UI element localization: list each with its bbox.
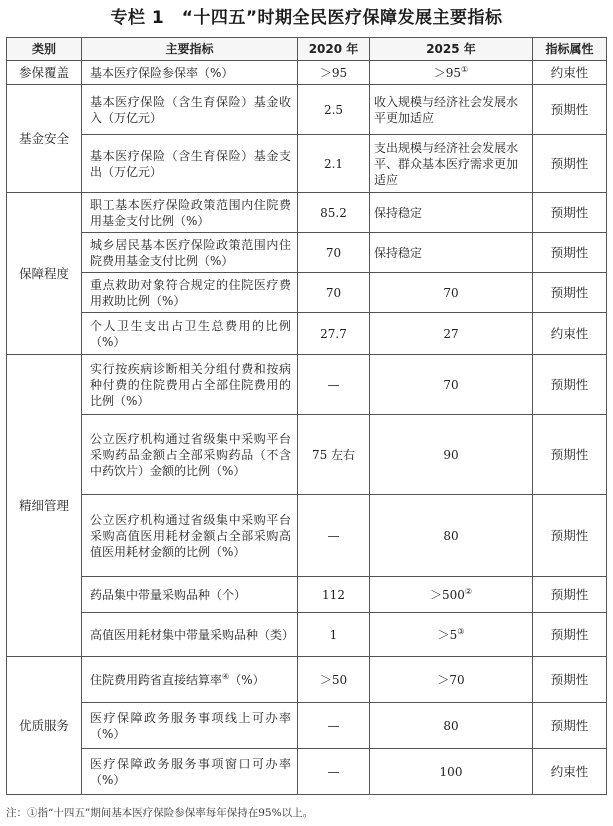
attribute-cell: 预期性 — [533, 135, 607, 193]
table-row — [7, 313, 607, 355]
attribute-cell: 预期性 — [533, 703, 607, 749]
value-2025-cell: 80 — [370, 703, 533, 749]
attribute-cell: 预期性 — [533, 613, 607, 657]
value-2020-cell: ＞95 — [298, 61, 370, 85]
value-2025-text: ＞5 — [437, 627, 458, 642]
value-2025-cell: 70 — [370, 355, 533, 415]
table-row — [7, 613, 607, 657]
table-row — [7, 233, 607, 273]
value-2020-cell: — — [298, 355, 370, 415]
indicator-table — [6, 37, 607, 795]
value-2025-cell: 70 — [370, 273, 533, 313]
attribute-cell: 预期性 — [533, 85, 607, 135]
attribute-cell: 约束性 — [533, 61, 607, 85]
table-row — [7, 85, 607, 135]
category-cell: 参保覆盖 — [7, 61, 82, 85]
indicator-cell: 医疗保障政务服务事项线上可办率（%） — [82, 703, 298, 749]
footnote-marker: ③ — [457, 626, 465, 636]
table-row — [7, 495, 607, 577]
table-row — [7, 135, 607, 193]
indicator-cell: 公立医疗机构通过省级集中采购平台采购高值医用耗材金额占全部采购高值医用耗材金额的比例（%） — [82, 495, 298, 577]
indicator-cell: 个人卫生支出占卫生总费用的比例（%） — [82, 313, 298, 355]
indicator-cell: 重点救助对象符合规定的住院医疗费用救助比例（%） — [82, 273, 298, 313]
value-2020-cell: 70 — [298, 233, 370, 273]
attribute-cell: 预期性 — [533, 495, 607, 577]
indicator-cell: 职工基本医疗保险政策范围内住院费用基金支付比例（%） — [82, 193, 298, 233]
value-2020-cell: 85.2 — [298, 193, 370, 233]
table-row — [7, 657, 607, 703]
table-row — [7, 577, 607, 613]
value-2020-cell: 27.7 — [298, 313, 370, 355]
value-2025-cell: 保持稳定 — [370, 193, 533, 233]
value-2025-cell: 90 — [370, 415, 533, 495]
value-2025-text: ＞95 — [433, 65, 462, 80]
value-2020-cell: 1 — [298, 613, 370, 657]
header-category: 类别 — [7, 38, 82, 61]
value-2020-cell: — — [298, 495, 370, 577]
table-row — [7, 273, 607, 313]
attribute-cell: 预期性 — [533, 233, 607, 273]
value-2020-cell: 75 左右 — [298, 415, 370, 495]
value-2025-cell — [370, 61, 533, 85]
footnote: 注：①指“十四五”期间基本医疗保险参保率每年保持在95%以上。 — [6, 807, 314, 819]
value-2025-cell: 保持稳定 — [370, 233, 533, 273]
table-row — [7, 703, 607, 749]
attribute-cell: 预期性 — [533, 193, 607, 233]
value-2020-cell: 112 — [298, 577, 370, 613]
value-2025-cell: ＞70 — [370, 657, 533, 703]
attribute-cell: 约束性 — [533, 313, 607, 355]
category-cell: 精细管理 — [7, 355, 82, 657]
value-2020-cell: ＞50 — [298, 657, 370, 703]
indicator-cell: 实行按疾病诊断相关分组付费和按病种付费的住院费用占全部住院费用的比例（%） — [82, 355, 298, 415]
indicator-cell: 基本医疗保险（含生育保险）基金支出（万亿元） — [82, 135, 298, 193]
value-2025-cell: 80 — [370, 495, 533, 577]
value-2020-cell: 2.5 — [298, 85, 370, 135]
footnote-marker: ① — [461, 64, 469, 74]
value-2025-cell: 收入规模与经济社会发展水平更加适应 — [370, 85, 533, 135]
indicator-cell: 城乡居民基本医疗保险政策范围内住院费用基金支付比例（%） — [82, 233, 298, 273]
table-row — [7, 355, 607, 415]
footnote-marker: ② — [464, 586, 473, 596]
indicator-cell: 药品集中带量采购品种（个） — [82, 577, 298, 613]
value-2025-cell: 27 — [370, 313, 533, 355]
header-2020: 2020 年 — [298, 38, 370, 61]
category-cell: 保障程度 — [7, 193, 82, 355]
attribute-cell: 预期性 — [533, 657, 607, 703]
header-row — [7, 38, 607, 61]
indicator-cell: 高值医用耗材集中带量采购品种（类） — [82, 613, 298, 657]
value-2025-cell — [370, 613, 533, 657]
indicator-unit: （%） — [229, 672, 265, 687]
value-2025-cell: 100 — [370, 749, 533, 795]
value-2020-cell: 2.1 — [298, 135, 370, 193]
indicator-cell — [82, 657, 298, 703]
attribute-cell: 约束性 — [533, 749, 607, 795]
value-2020-cell: 70 — [298, 273, 370, 313]
category-cell: 基金安全 — [7, 85, 82, 193]
table-title: 专栏 1 “十四五”时期全民医疗保障发展主要指标 — [110, 8, 503, 28]
attribute-cell: 预期性 — [533, 273, 607, 313]
indicator-cell: 医疗保障政务服务事项窗口可办率（%） — [82, 749, 298, 795]
value-2020-cell: — — [298, 749, 370, 795]
header-attribute: 指标属性 — [533, 38, 607, 61]
header-2025: 2025 年 — [370, 38, 533, 61]
table-row — [7, 61, 607, 85]
indicator-cell: 基本医疗保险（含生育保险）基金收入（万亿元） — [82, 85, 298, 135]
value-2025-text: ＞500 — [429, 587, 465, 602]
attribute-cell: 预期性 — [533, 415, 607, 495]
table-row — [7, 749, 607, 795]
value-2025-cell: 支出规模与经济社会发展水平、群众基本医疗需求更加适应 — [370, 135, 533, 193]
attribute-cell: 预期性 — [533, 355, 607, 415]
header-indicator: 主要指标 — [82, 38, 298, 61]
category-cell: 优质服务 — [7, 657, 82, 795]
value-2020-cell: — — [298, 703, 370, 749]
table-row — [7, 193, 607, 233]
footnote-marker: ④ — [222, 671, 230, 681]
indicator-cell: 公立医疗机构通过省级集中采购平台采购药品金额占全部采购药品（不含中药饮片）金额的比例（%） — [82, 415, 298, 495]
table-row — [7, 415, 607, 495]
indicator-cell: 基本医疗保险参保率（%） — [82, 61, 298, 85]
value-2025-cell — [370, 577, 533, 613]
attribute-cell: 预期性 — [533, 577, 607, 613]
indicator-text: 住院费用跨省直接结算率 — [90, 672, 223, 687]
